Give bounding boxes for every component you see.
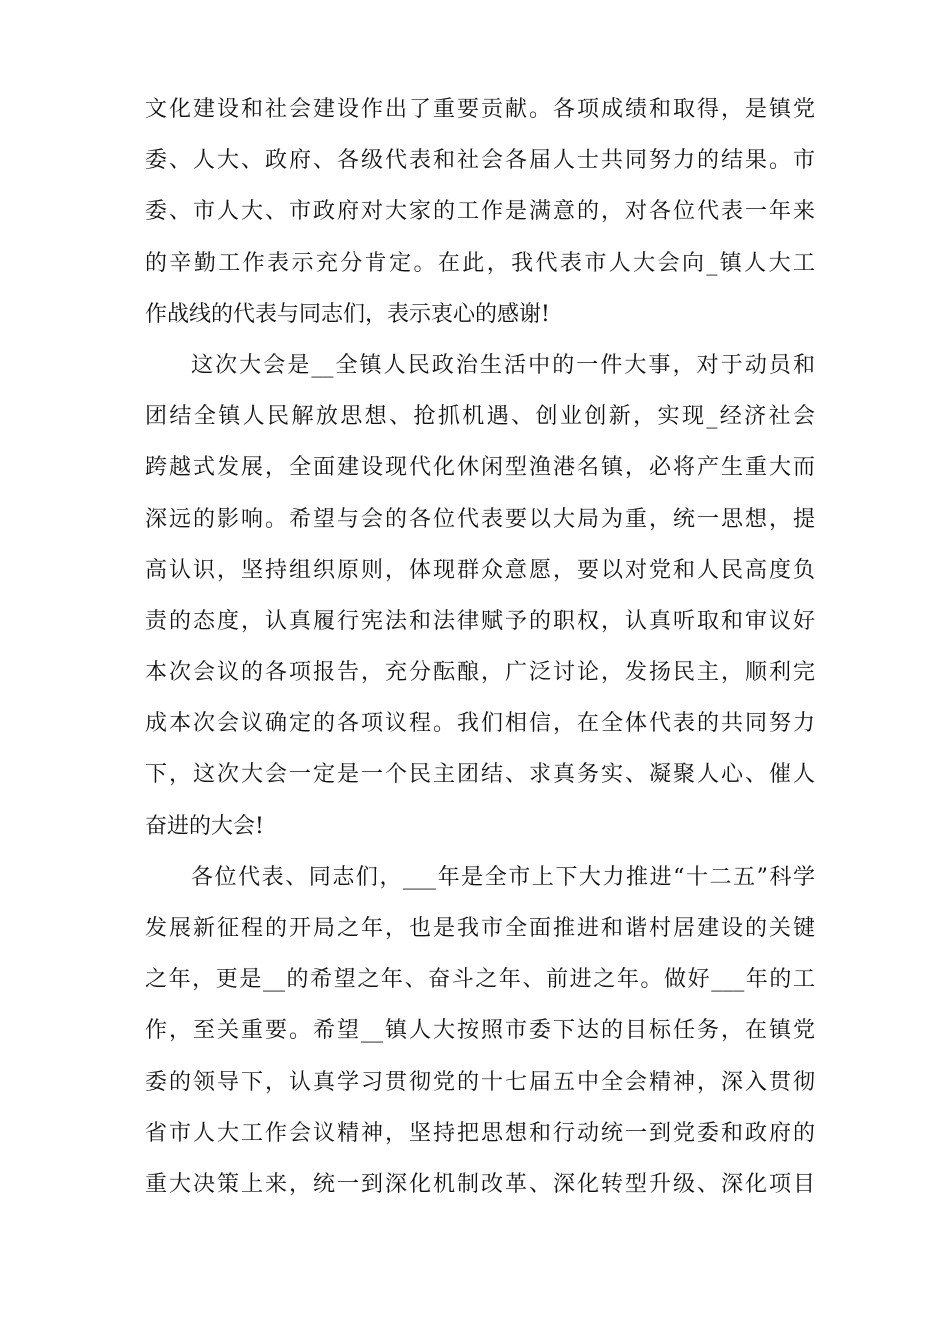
text-line: 文化建设和社会建设作出了重要贡献。各项成绩和取得，是镇党 <box>145 97 815 122</box>
text-line: 之年，更是__的希望之年、奋斗之年、前进之年。做好___年的工 <box>145 967 815 993</box>
text-line: 责的态度，认真履行宪法和法律赋予的职权，认真听取和审议好 <box>145 608 815 634</box>
text-line: 作战线的代表与同志们，表示衷心的感谢! <box>145 301 550 327</box>
text-line: 重大决策上来，统一到深化机制改革、深化转型升级、深化项目 <box>145 1171 815 1197</box>
text-line: 跨越式发展，全面建设现代化休闲型渔港名镇，必将产生重大而 <box>145 455 815 481</box>
text-line: 发展新征程的开局之年，也是我市全面推进和谐村居建设的关键 <box>145 916 815 941</box>
text-line: 这次大会是__全镇人民政治生活中的一件大事，对于动员和 <box>191 352 815 378</box>
text-line: 委、市人大、市政府对大家的工作是满意的，对各位代表一年来 <box>145 199 815 225</box>
paragraph-1 <box>145 88 815 344</box>
text-line: 的辛勤工作表示充分肯定。在此，我代表市人大会向_镇人大工 <box>145 250 815 276</box>
text-line: 奋进的大会! <box>145 813 264 839</box>
text-line: 作，至关重要。希望__镇人大按照市委下达的目标任务，在镇党 <box>145 1018 815 1044</box>
document-body <box>145 88 815 1214</box>
text-line: 团结全镇人民解放思想、抢抓机遇、创业创新，实现_经济社会 <box>145 404 815 430</box>
text-line: 成本次会议确定的各项议程。我们相信，在全体代表的共同努力 <box>145 711 815 737</box>
text-line: 本次会议的各项报告，充分酝酿，广泛讨论，发扬民主，顺利完 <box>145 660 815 686</box>
text-line: 高认识，坚持组织原则，体现群众意愿，要以对党和人民高度负 <box>145 557 815 583</box>
text-line: 委、人大、政府、各级代表和社会各届人士共同努力的结果。市 <box>145 148 815 174</box>
text-line: 委的领导下，认真学习贯彻党的十七届五中全会精神，深入贯彻 <box>145 1069 815 1095</box>
text-line: 各位代表、同志们，___年是全市上下大力推进“十二五”科学 <box>191 864 815 890</box>
text-line: 下，这次大会一定是一个民主团结、求真务实、凝聚人心、催人 <box>145 762 815 788</box>
paragraph-2 <box>145 344 815 856</box>
text-line: 省市人大工作会议精神，坚持把思想和行动统一到党委和政府的 <box>145 1120 815 1146</box>
paragraph-3 <box>145 856 815 1214</box>
text-line: 深远的影响。希望与会的各位代表要以大局为重，统一思想，提 <box>145 506 815 532</box>
